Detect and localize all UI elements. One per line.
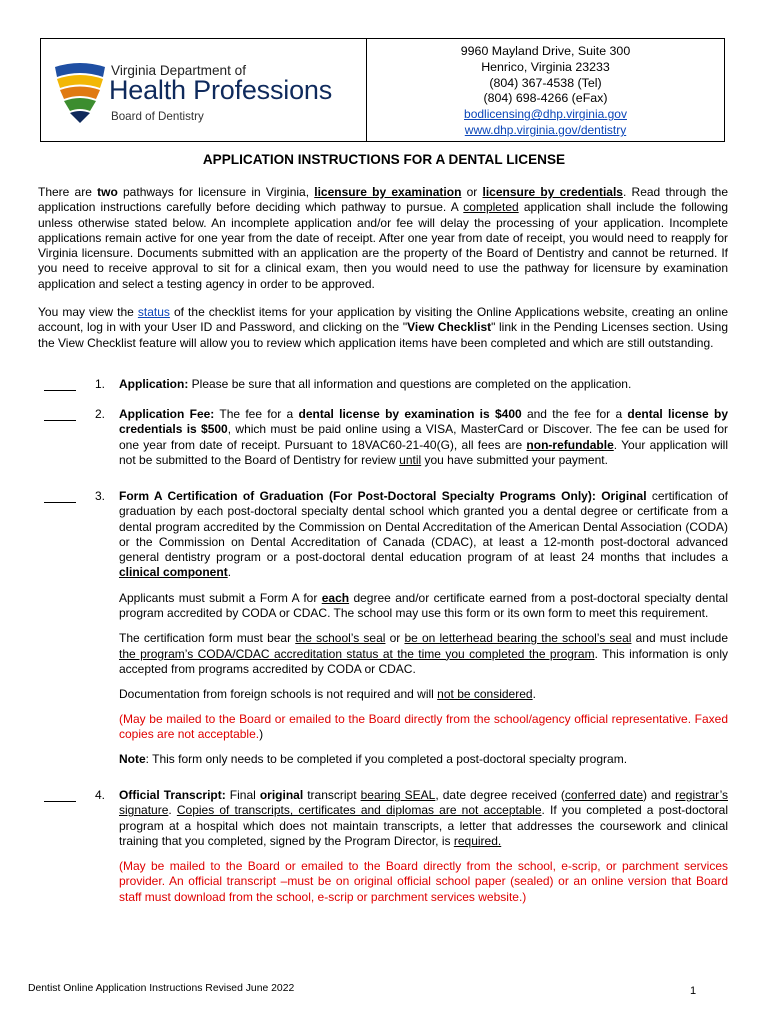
logo-area: [41, 39, 367, 141]
phone-line: (804) 367-4538 (Tel): [489, 75, 602, 90]
checkbox-blank[interactable]: [44, 788, 76, 802]
efax-line: (804) 698-4266 (eFax): [483, 91, 608, 106]
org-name-line1: Virginia Department of: [111, 63, 247, 78]
item-number: 2.: [95, 407, 106, 421]
document-title: APPLICATION INSTRUCTIONS FOR A DENTAL LICENSE: [202, 152, 566, 167]
email-link[interactable]: bodlicensing@dhp.virginia.gov: [464, 107, 627, 122]
intro-paragraph: There are two pathways for licensure in Virginia, licensure by examination or licensure by credentials. Read through the application instructions carefully before deciding which pathway to pursue. A completed application shall include the following unless otherwise stated below. An incomplete application and/or fee will delay the processing of your application. Incomplete applications remain active for one year from the date of receipt. After one year from date of receipt, you would need to reapply for Virginia licensure. Documents submitted with an application are the property of the Board of Dentistry and cannot be returned. If you need to receive approval to sit for a clinical exam, then you would need to use the pathway for licensure by examination application and select a testing agency in order to be approved.: [38, 185, 729, 291]
item-number: 1.: [95, 377, 106, 391]
item-number: 4.: [95, 788, 106, 802]
address-line: Henrico, Virginia 23233: [481, 59, 610, 74]
status-paragraph: You may view the status of the checklist items for your application by visiting the Online Applications website, creating an online account, log in with your User ID and Password, and clicking on the "View Checklist" link in the Pending Licenses section. Using the View Checklist feature will allow you to review which application items have been completed and which are still outstanding.: [38, 305, 728, 350]
address-line: 9960 Mayland Drive, Suite 300: [460, 44, 631, 58]
transcript-mail-note-red: (May be mailed to the Board or emailed to the Board directly from the school, e-scrip, or parchment services provider. An official transcript –must be on original official school paper (sealed) or an online version that Board staff must download from the school, e-scrip or parchment services website.): [119, 859, 728, 904]
contact-block: [367, 39, 724, 141]
page-number: 1: [690, 985, 697, 997]
item-number: 3.: [95, 489, 106, 503]
status-link[interactable]: status: [137, 305, 170, 319]
dhp-logo-icon: [53, 57, 107, 127]
org-name-line3: Board of Dentistry: [111, 110, 204, 123]
checkbox-blank[interactable]: [44, 407, 76, 421]
website-link[interactable]: www.dhp.virginia.gov/dentistry: [464, 122, 627, 137]
footer-text: Dentist Online Application Instructions Revised June 2022: [28, 983, 295, 994]
mail-note-red: (May be mailed to the Board or emailed to the Board directly from the school/agency official representative. Faxed copies are not acceptable.: [119, 711, 728, 741]
letterhead-box: [40, 38, 725, 142]
checkbox-blank[interactable]: [44, 377, 76, 391]
checkbox-blank[interactable]: [44, 489, 76, 503]
org-name-line2: Health Professions: [109, 75, 333, 105]
